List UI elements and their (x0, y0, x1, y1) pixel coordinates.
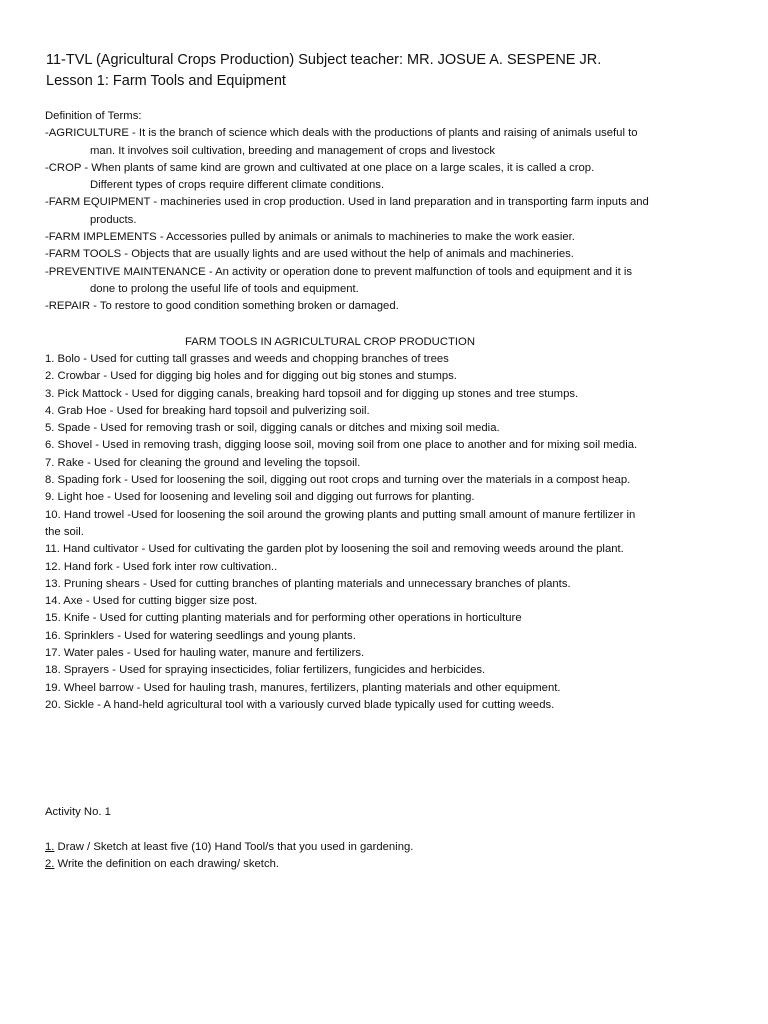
list-item: 5. Spade - Used for removing trash or soil, digging canals or ditches and mixing soil media. (45, 422, 500, 435)
definitions-section (45, 108, 735, 316)
activity-item-number: 1. (45, 841, 55, 853)
activity-item (45, 856, 735, 873)
farm-tools-heading: FARM TOOLS IN AGRICULTURAL CROP PRODUCTION (184, 336, 475, 348)
definition-term-line: -AGRICULTURE - It is the branch of science which deals with the productions of plants and raising of animals useful to (45, 127, 638, 140)
list-item: 7. Rake - Used for cleaning the ground and leveling the topsoil. (45, 456, 361, 469)
list-item: 1. Bolo - Used for cutting tall grasses and weeds and chopping branches of trees (45, 353, 449, 365)
list-item: 2. Crowbar - Used for digging big holes and for digging out big stones and stumps. (45, 370, 457, 383)
definition-continuation: man. It involves soil cultivation, breeding and management of crops and livestock (90, 144, 496, 157)
definition-continuation: products. (90, 213, 137, 226)
list-item: 11. Hand cultivator - Used for cultivating the garden plot by loosening the soil and removing weeds around the plant. (45, 543, 624, 556)
definition-term-line: -FARM IMPLEMENTS - Accessories pulled by animals or animals to machineries to make the work easier. (45, 231, 575, 244)
list-item: 9. Light hoe - Used for loosening and leveling soil and digging out furrows for planting. (45, 491, 475, 504)
list-item: 4. Grab Hoe - Used for breaking hard topsoil and pulverizing soil. (45, 404, 370, 417)
definition-item (45, 264, 735, 299)
definition-term-line: -PREVENTIVE MAINTENANCE - An activity or operation done to prevent malfunction of tools and equipment and it is (45, 265, 633, 278)
list-item: 18. Sprayers - Used for spraying insecticides, foliar fertilizers, fungicides and herbicides. (45, 664, 486, 677)
list-item-continuation: the soil. (45, 525, 84, 538)
list-item: 3. Pick Mattock - Used for digging canals, breaking hard topsoil and for digging up stones and tree stumps. (45, 387, 579, 400)
definition-term-line: -CROP - When plants of same kind are grown and cultivated at one place on a large scales, it is called a crop. (45, 161, 595, 174)
list-item: 20. Sickle - A hand-held agricultural tool with a variously curved blade typically used for cutting weeds. (45, 698, 555, 711)
definition-item (45, 229, 735, 246)
list-item: 13. Pruning shears - Used for cutting branches of planting materials and unnecessary branches of plants. (45, 577, 571, 590)
activity-title: Activity No. 1 (45, 806, 111, 818)
activity-item (45, 839, 735, 856)
activity-item-number: 2. (45, 858, 55, 871)
list-item: 8. Spading fork - Used for loosening the soil, digging out root crops and turning over the materials in a compost heap. (45, 474, 631, 487)
subject-teacher-line: 11-TVL (Agricultural Crops Production) Subject teacher: MR. JOSUE A. SESPENE JR. (46, 52, 602, 68)
farm-tools-list (45, 351, 735, 714)
definition-term-line: -REPAIR - To restore to good condition something broken or damaged. (45, 300, 399, 313)
list-item: 19. Wheel barrow - Used for hauling trash, manures, fertilizers, planting materials and other equipment. (45, 681, 561, 694)
definition-item (45, 194, 735, 229)
definition-term-line: -FARM EQUIPMENT - machineries used in crop production. Used in land preparation and in transporting farm inputs and (45, 196, 649, 209)
activity-item-text: Draw / Sketch at least five (10) Hand Tool/s that you used in gardening. (54, 841, 414, 853)
definition-continuation: done to prolong the useful life of tools and equipment. (90, 282, 359, 295)
list-item: 15. Knife - Used for cutting planting materials and for performing other operations in horticulture (45, 612, 522, 625)
list-item: 16. Sprinklers - Used for watering seedlings and young plants. (45, 629, 356, 642)
document-header (46, 50, 746, 92)
definition-item (45, 246, 735, 263)
definition-term-line: -FARM TOOLS - Objects that are usually lights and are used without the help of animals and machineries. (45, 248, 574, 261)
list-item: 14. Axe - Used for cutting bigger size post. (45, 595, 258, 608)
lesson-title: Lesson 1: Farm Tools and Equipment (46, 73, 286, 89)
activity-instructions (45, 839, 735, 874)
definition-item (45, 298, 735, 315)
list-item: 6. Shovel - Used in removing trash, digging loose soil, moving soil from one place to another and for mixing soil media. (45, 439, 638, 452)
definitions-heading: Definition of Terms: (45, 110, 142, 122)
list-item: 10. Hand trowel -Used for loosening the soil around the growing plants and putting small amount of manure fertilizer in (45, 508, 636, 521)
definition-continuation: Different types of crops require different climate conditions. (90, 179, 385, 192)
definition-item (45, 160, 735, 195)
activity-item-text: Write the definition on each drawing/ sketch. (54, 858, 280, 871)
list-item: 17. Water pales - Used for hauling water, manure and fertilizers. (45, 647, 365, 660)
definition-item (45, 125, 735, 160)
list-item: 12. Hand fork - Used fork inter row cultivation.. (45, 560, 278, 573)
